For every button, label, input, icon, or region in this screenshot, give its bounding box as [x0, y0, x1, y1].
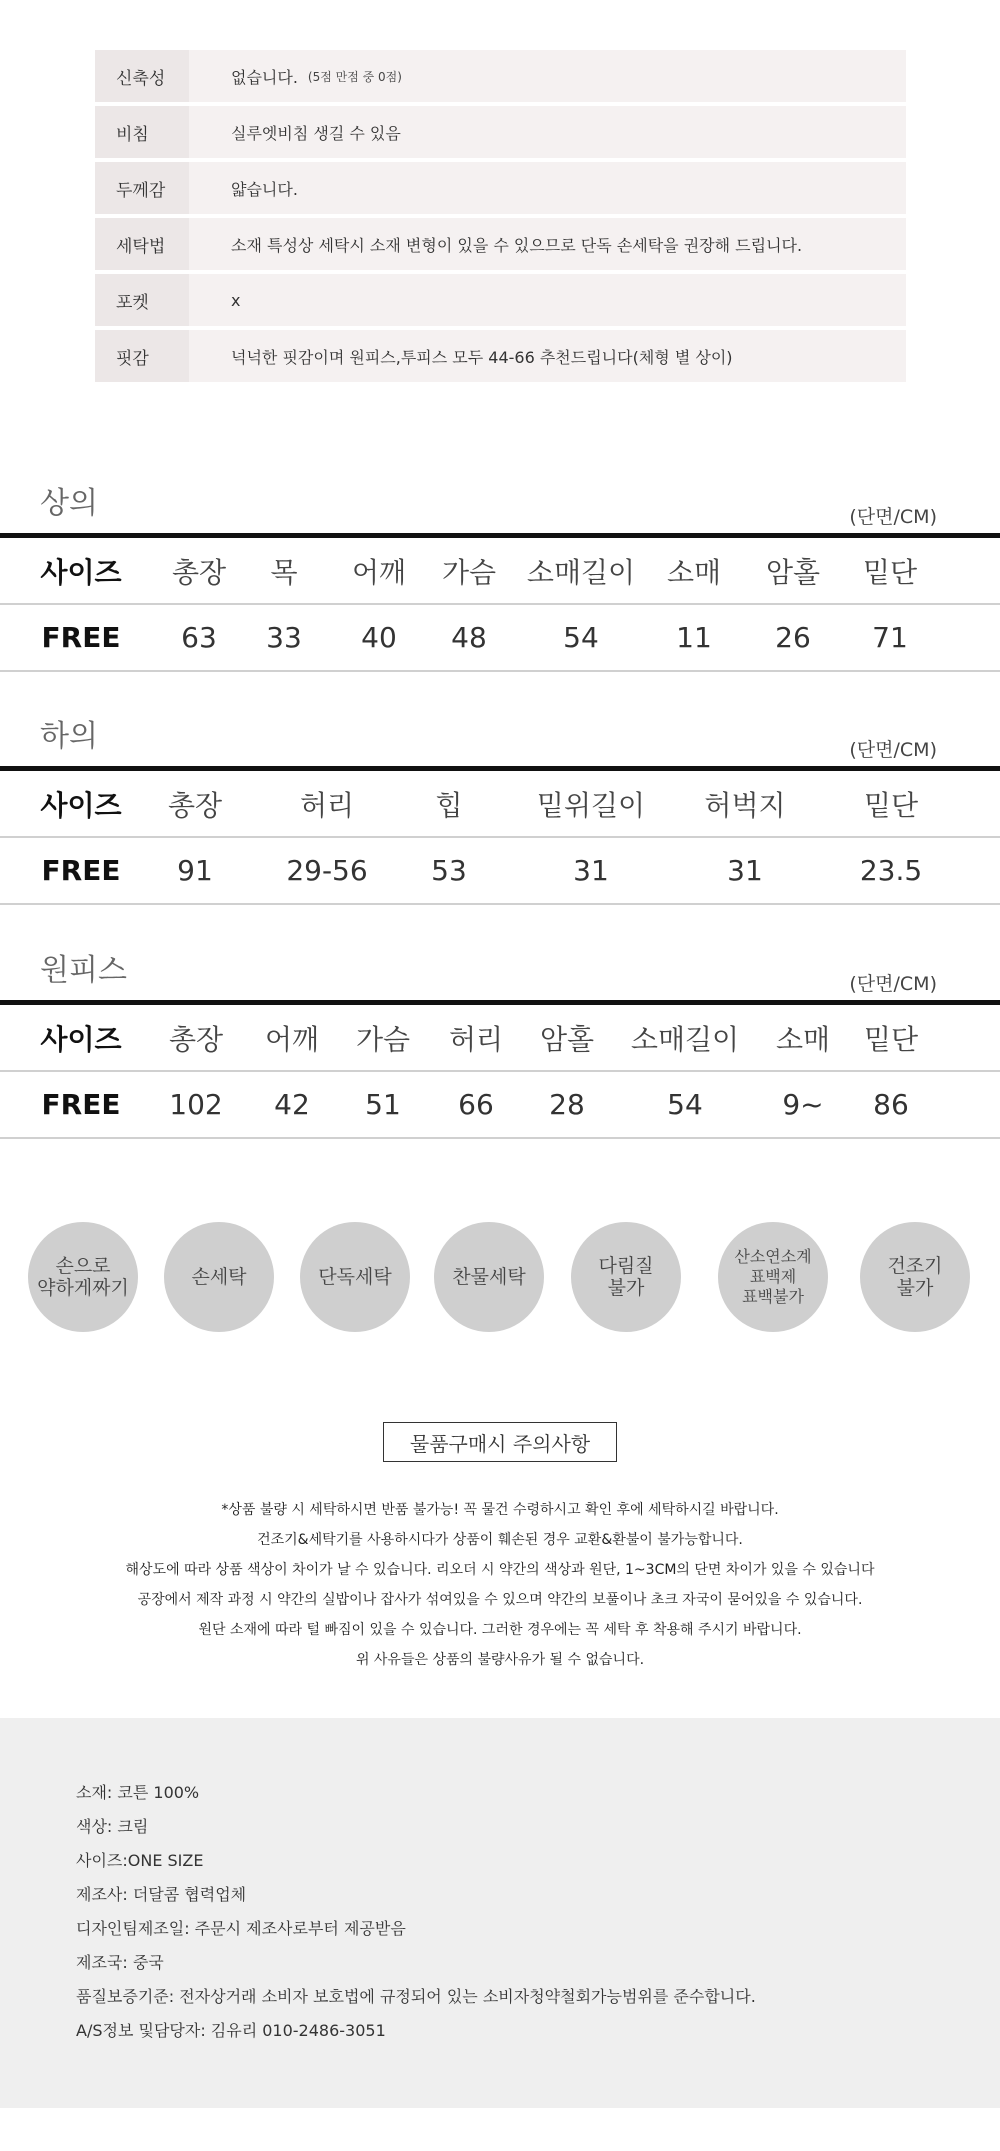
cold-wash-icon: 찬물세탁 [434, 1222, 544, 1332]
size-header-cell: 소매길이 [630, 1022, 740, 1056]
fabric-info-value [189, 50, 906, 102]
size-data-cell: 102 [169, 1088, 223, 1121]
size-data-row [0, 838, 1000, 903]
size-header-row [0, 1005, 1000, 1070]
detail-line: 제조사: 더달콤 협력업체 [76, 1885, 247, 1904]
size-table-bottom-rule [0, 903, 1000, 905]
fabric-info-row [95, 330, 906, 382]
size-header-row [0, 771, 1000, 836]
fabric-info-label: 비침 [95, 106, 189, 158]
size-header-cell: 총장 [167, 788, 223, 822]
size-data-cell: 48 [451, 621, 487, 654]
detail-line: 사이즈:ONE SIZE [76, 1851, 204, 1870]
size-data-cell: 51 [365, 1088, 401, 1121]
size-header-cell: 밑단 [863, 788, 919, 822]
size-data-cell: 23.5 [859, 854, 923, 887]
fabric-info-value: 실루엣비침 생길 수 있음 [231, 123, 401, 143]
size-header-cell: 허리 [299, 788, 355, 822]
size-data-cell: 31 [727, 854, 763, 887]
size-header-cell: 소매 [775, 1022, 831, 1056]
size-table-unit: (단면/CM) [849, 739, 937, 761]
size-header-cell: 사이즈 [40, 555, 122, 589]
no-iron-icon: 다림질 불가 [571, 1222, 681, 1332]
size-data-cell: 53 [431, 854, 467, 887]
size-table-head [0, 711, 1000, 766]
size-data-cell: FREE [41, 621, 121, 654]
size-table-head [0, 945, 1000, 1000]
no-dryer-icon: 건조기 불가 [860, 1222, 970, 1332]
notice-lines [0, 1495, 1000, 1675]
notice-line: 위 사유들은 상품의 불량사유가 될 수 없습니다. [355, 1652, 645, 1668]
size-data-cell: 28 [549, 1088, 585, 1121]
size-header-cell: 힙 [435, 788, 463, 822]
size-header-cell: 밑위길이 [536, 788, 646, 822]
notice-line: 해상도에 따라 상품 색상이 차이가 날 수 있습니다. 리오더 시 약간의 색상과 원단, 1~3CM의 단면 차이가 있을 수 있습니다 [125, 1562, 875, 1578]
size-table-title: 원피스 [40, 953, 127, 988]
separate-wash-icon: 단독세탁 [300, 1222, 410, 1332]
size-table-head [0, 478, 1000, 533]
size-table-bottom-rule [0, 1137, 1000, 1139]
size-table-unit: (단면/CM) [849, 506, 937, 528]
top-size-table [0, 478, 1000, 672]
detail-line: 제조국: 중국 [76, 1953, 164, 1972]
size-data-cell: 40 [361, 621, 397, 654]
bottom-size-table [0, 711, 1000, 905]
product-details [0, 1718, 1000, 2108]
notice-line: 원단 소재에 따라 털 빠짐이 있을 수 있습니다. 그러한 경우에는 꼭 세탁 후 착용해 주시기 바랍니다. [198, 1622, 802, 1638]
size-data-cell: 66 [458, 1088, 494, 1121]
size-table-title: 하의 [40, 719, 98, 754]
dress-size-table [0, 945, 1000, 1139]
size-data-cell: 11 [676, 621, 712, 654]
notice-title: 물품구매시 주의사항 [383, 1422, 617, 1462]
care-icons [0, 1222, 1000, 1334]
size-header-cell: 가슴 [441, 555, 497, 589]
size-header-cell: 소매길이 [526, 555, 636, 589]
fabric-info-label: 세탁법 [95, 218, 189, 270]
fabric-info-label: 신축성 [95, 50, 189, 102]
fabric-info-row [95, 162, 906, 214]
size-header-cell: 암홀 [539, 1022, 595, 1056]
fabric-info-row [95, 218, 906, 270]
hand-wring-icon: 손으로 약하게짜기 [28, 1222, 138, 1332]
size-data-row [0, 1072, 1000, 1137]
detail-line: 품질보증기준: 전자상거래 소비자 보호법에 규정되어 있는 소비자청약철회가능범위를 준수합니다. [76, 1987, 756, 2006]
fabric-info-value: 얇습니다. [231, 179, 298, 199]
detail-line: 색상: 크림 [76, 1817, 149, 1836]
size-data-row [0, 605, 1000, 670]
size-data-cell: FREE [41, 854, 121, 887]
size-header-cell: 총장 [168, 1022, 224, 1056]
fabric-info-value: 소재 특성상 세탁시 소재 변형이 있을 수 있으므로 단독 손세탁을 권장해 드립니다. [231, 235, 803, 255]
size-data-cell: 71 [872, 621, 908, 654]
fabric-info-value: x [231, 290, 241, 310]
size-data-cell: 86 [873, 1088, 909, 1121]
size-data-cell: 54 [667, 1088, 703, 1121]
detail-line: 디자인팀제조일: 주문시 제조사로부터 제공받음 [76, 1919, 406, 1938]
size-data-cell: 33 [266, 621, 302, 654]
hand-wash-icon: 손세탁 [164, 1222, 274, 1332]
size-header-cell: 어깨 [351, 555, 407, 589]
fabric-info-note: (5점 만점 중 0점) [307, 69, 402, 84]
size-table-bottom-rule [0, 670, 1000, 672]
size-data-cell: 29-56 [286, 854, 368, 887]
size-header-cell: 사이즈 [40, 788, 122, 822]
size-data-cell: FREE [41, 1088, 121, 1121]
detail-line: A/S정보 및담당자: 김유리 010-2486-3051 [76, 2021, 386, 2040]
notice-line: *상품 불량 시 세탁하시면 반품 불가능! 꼭 물건 수령하시고 확인 후에 세탁하시길 바랍니다. [221, 1502, 779, 1518]
size-header-cell: 목 [270, 555, 298, 589]
size-data-cell: 42 [274, 1088, 310, 1121]
fabric-info-label: 핏감 [95, 330, 189, 382]
size-header-cell: 밑단 [862, 555, 918, 589]
size-data-cell: 91 [177, 854, 213, 887]
size-data-cell: 9~ [782, 1088, 824, 1121]
size-header-cell: 암홀 [765, 555, 821, 589]
fabric-info-value: 넉넉한 핏감이며 원피스,투피스 모두 44-66 추천드립니다(체형 별 상이) [231, 347, 733, 367]
size-header-cell: 총장 [171, 555, 227, 589]
size-data-cell: 54 [563, 621, 599, 654]
notice-line: 공장에서 제작 과정 시 약간의 실밥이나 잡사가 섞여있을 수 있으며 약간의 보풀이나 초크 자국이 묻어있을 수 있습니다. [137, 1592, 863, 1608]
fabric-info-label: 두께감 [95, 162, 189, 214]
notice-line: 건조기&세탁기를 사용하시다가 상품이 훼손된 경우 교환&환불이 불가능합니다. [257, 1532, 743, 1548]
size-header-cell: 밑단 [863, 1022, 919, 1056]
size-header-cell: 허벅지 [704, 788, 786, 822]
size-header-cell: 소매 [666, 555, 722, 589]
size-header-cell: 가슴 [355, 1022, 411, 1056]
size-data-cell: 63 [181, 621, 217, 654]
fabric-info-label: 포켓 [95, 274, 189, 326]
size-header-cell: 허리 [448, 1022, 504, 1056]
size-data-cell: 31 [573, 854, 609, 887]
size-header-cell: 사이즈 [40, 1022, 122, 1056]
fabric-info-row [95, 106, 906, 158]
fabric-info-row [95, 274, 906, 326]
no-bleach-icon: 산소연소계 표백제 표백불가 [718, 1222, 828, 1332]
size-table-title: 상의 [40, 486, 98, 521]
size-header-row [0, 538, 1000, 603]
fabric-info-value-text: 없습니다. [231, 67, 298, 87]
detail-line: 소재: 코튼 100% [76, 1783, 200, 1802]
fabric-info-table [95, 50, 906, 386]
fabric-info-row [95, 50, 906, 102]
size-table-unit: (단면/CM) [849, 973, 937, 995]
size-header-cell: 어깨 [264, 1022, 320, 1056]
size-data-cell: 26 [775, 621, 811, 654]
